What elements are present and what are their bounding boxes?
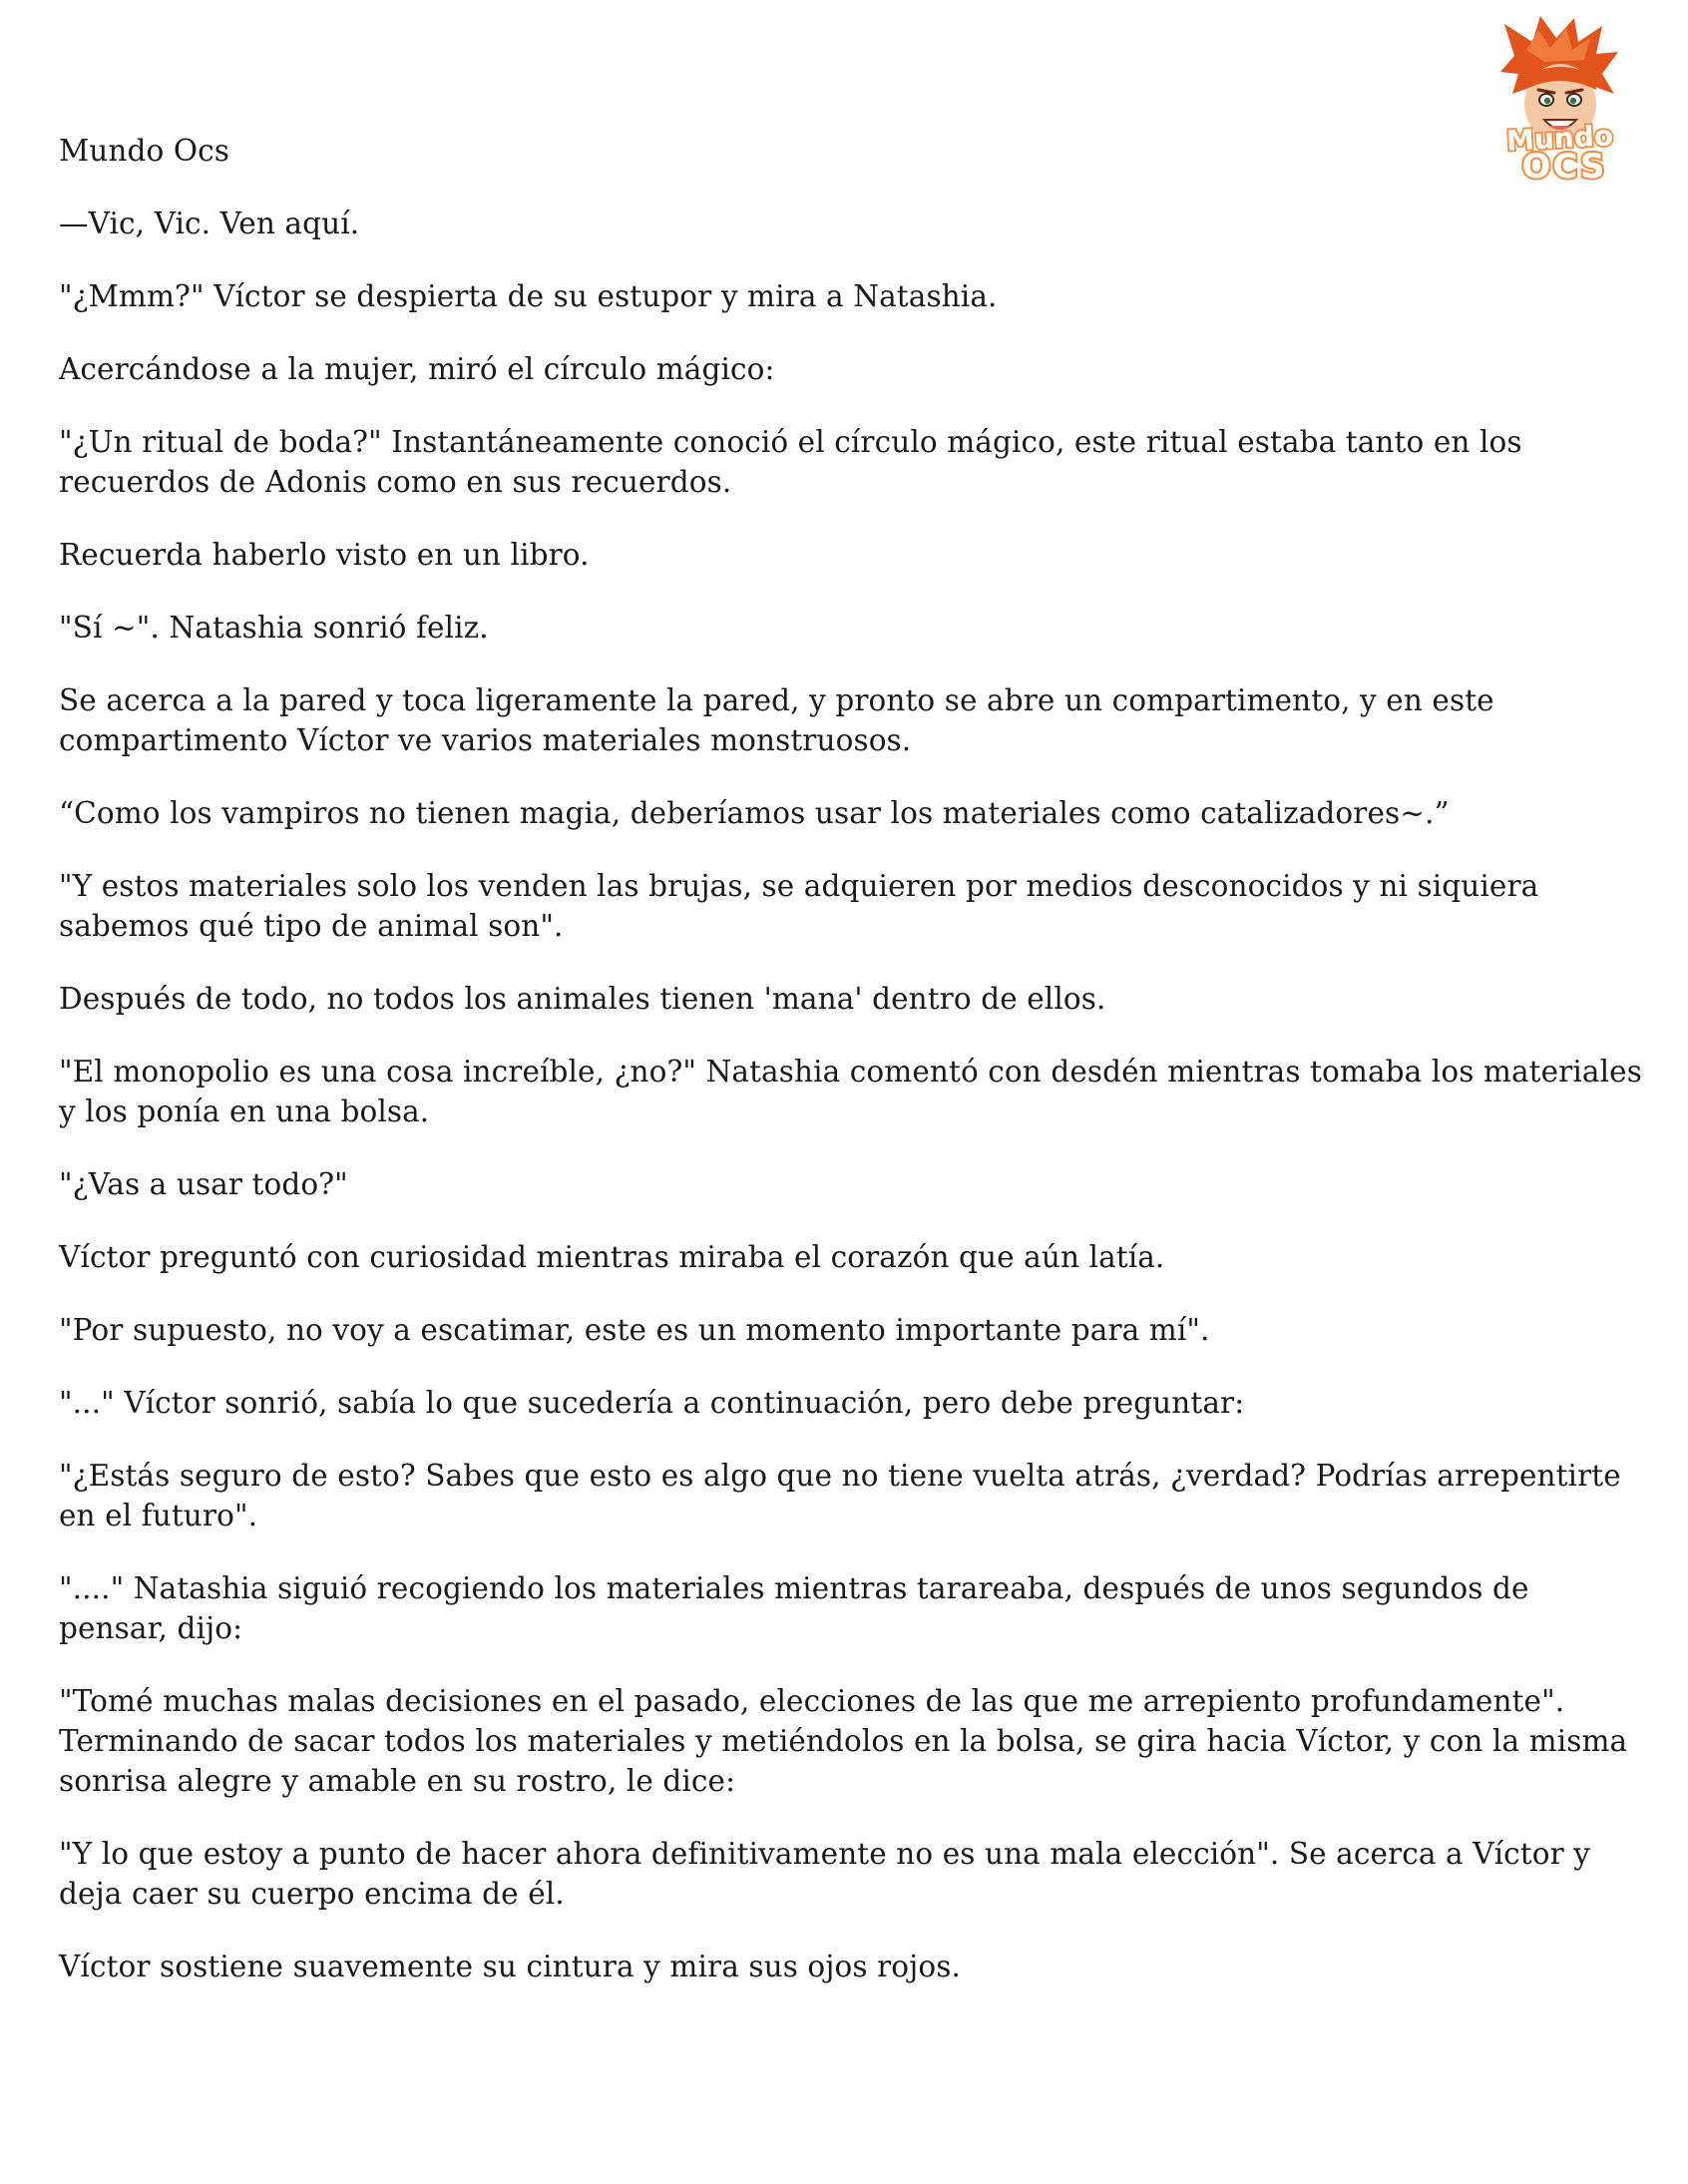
paragraph: "...." Natashia siguió recogiendo los materiales mientras tarareaba, después de unos segundos de pensar, dijo:	[59, 1571, 1529, 1645]
logo-text-line1: Mundo	[1505, 119, 1614, 158]
paragraph: "¿Vas a usar todo?"	[59, 1167, 348, 1201]
logo-text-line2: OCS	[1521, 147, 1607, 186]
paragraph: "¿Un ritual de boda?" Instantáneamente conoció el círculo mágico, este ritual estaba tanto en los recuerdos de Adonis como en sus recuerdos.	[59, 425, 1522, 499]
paragraph: Víctor preguntó con curiosidad mientras miraba el corazón que aún latía.	[59, 1240, 1165, 1274]
paragraph: “Como los vampiros no tienen magia, deberíamos usar los materiales como catalizadores~.”	[59, 796, 1450, 830]
paragraph: Después de todo, no todos los animales tienen 'mana' dentro de ellos.	[59, 982, 1106, 1016]
document-body	[59, 131, 1645, 2019]
paragraph: —Vic, Vic. Ven aquí.	[59, 207, 360, 240]
paragraph: "¿Mmm?" Víctor se despierta de su estupor y mira a Natashia.	[59, 279, 998, 313]
paragraph: "El monopolio es una cosa increíble, ¿no?" Natashia comentó con desdén mientras tomaba los materiales y los ponía en una bolsa.	[59, 1055, 1642, 1128]
paragraph: Se acerca a la pared y toca ligeramente la pared, y pronto se abre un compartimento, y en este compartimento Víctor ve varios materiales monstruosos.	[59, 683, 1494, 757]
paragraph: "Sí ~". Natashia sonrió feliz.	[59, 611, 489, 645]
paragraph: "Tomé muchas malas decisiones en el pasado, elecciones de las que me arrepiento profundamente". Terminando de sacar todos los materiales y metiéndolos en la bolsa, se gira hacia Víctor, y con la misma sonrisa alegre y amable en su rostro, le dice:	[59, 1684, 1628, 1798]
paragraph: Acercándose a la mujer, miró el círculo mágico:	[59, 352, 775, 386]
paragraph: Recuerda haberlo visto en un libro.	[59, 538, 590, 572]
paragraph: "Por supuesto, no voy a escatimar, este es un momento importante para mí".	[59, 1313, 1210, 1347]
paragraph: "¿Estás seguro de esto? Sabes que esto es algo que no tiene vuelta atrás, ¿verdad? Podrías arrepentirte en el futuro".	[59, 1459, 1621, 1532]
paragraph: Víctor sostiene suavemente su cintura y mira sus ojos rojos.	[59, 1950, 961, 1983]
document-header: Mundo Ocs	[59, 134, 229, 168]
paragraph: "Y lo que estoy a punto de hacer ahora definitivamente no es una mala elección". Se acerca a Víctor y deja caer su cuerpo encima de él.	[59, 1837, 1591, 1911]
paragraph: "Y estos materiales solo los venden las brujas, se adquieren por medios desconocidos y ni siquiera sabemos qué tipo de animal son".	[59, 869, 1539, 943]
paragraph: "..." Víctor sonrió, sabía lo que sucedería a continuación, pero debe preguntar:	[59, 1386, 1245, 1420]
